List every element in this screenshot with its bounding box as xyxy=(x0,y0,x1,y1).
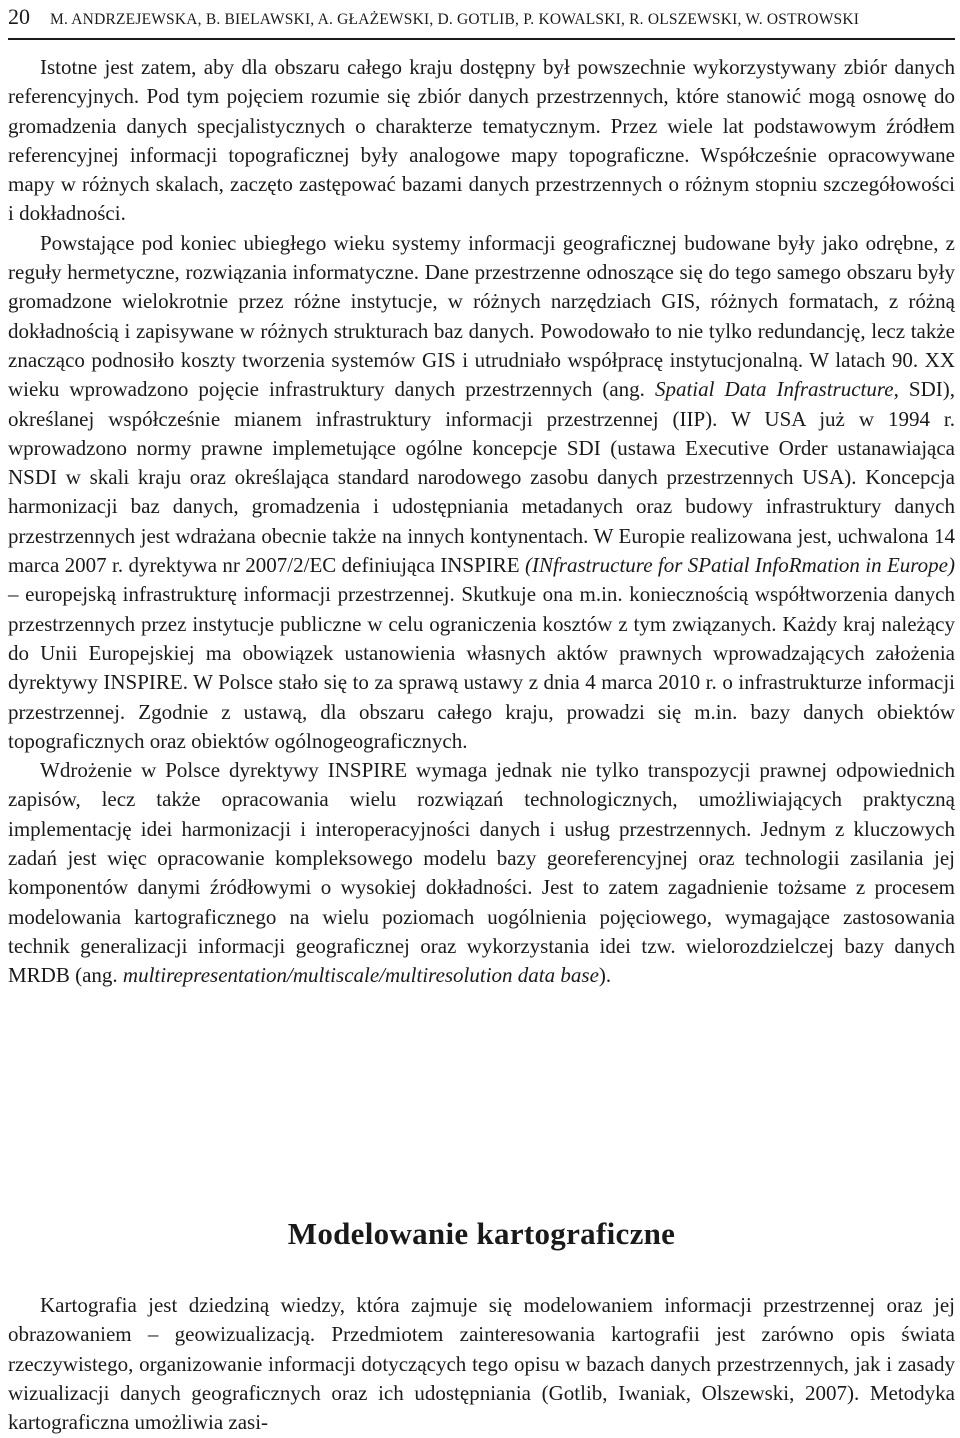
header-rule xyxy=(8,38,955,40)
text-run: Istotne jest zatem, aby dla obszaru całego kraju dostępny był powszechnie wykorzystywany zbiór danych referencyjnych. Pod tym pojęciem rozumie się zbiór danych przestrzennych, które stanowić mogą osnowę do gromadzenia danych specjalistycznych o charakterze tematycznym. Przez wiele lat podstawowym źródłem referencyjnej informacji topograficznej były analogowe mapy topograficzne. Współcześnie opracowywane mapy w różnych skalach, zaczęto zastępować bazami danych przestrzennych o różnym stopniu szczegółowości i dokładności. xyxy=(8,55,955,226)
paragraph xyxy=(8,53,955,229)
body-text-intro xyxy=(8,53,955,991)
paragraph xyxy=(8,229,955,756)
body-text-section xyxy=(8,1291,955,1437)
text-run: ). xyxy=(598,963,612,988)
italic-term: Spatial Data Infrastructure xyxy=(654,377,894,402)
italic-term: multirepresentation/multiscale/multiresolution data base xyxy=(122,963,599,988)
text-run: , SDI), określanej współcześnie mianem infrastruktury informacji przestrzennej (IIP). W USA już w 1994 r. wprowadzono normy prawne implemetujące ogólne koncepcje SDI (ustawa Executive Order ustanawiająca NSDI w skali kraju oraz określająca standard narodowego zasobu danych przestrzennych USA). Koncepcja harmonizacji baz danych, gromadzenia i udostępniania metadanych oraz budowy infrastruktury danych przestrzennych jest wdrażana obecnie także na innych kontynentach. W Europie realizowana jest, uchwalona 14 marca 2007 r. dyrektywa nr 2007/2/EC definiująca INSPIRE xyxy=(8,377,955,578)
text-run: – europejską infrastrukturę informacji przestrzennej. Skutkuje ona m.in. koniecznością współtworzenia danych przestrzennych przez instytucje publiczne w celu ograniczenia kosztów z tym związanych. Każdy kraj należący do Unii Europejskiej ma obowiązek ustanowienia własnych aktów prawnych wprowadzających założenia dyrektywy INSPIRE. W Polsce stało się to za sprawą ustawy z dnia 4 marca 2010 r. o infrastrukturze informacji przestrzennej. Zgodnie z ustawą, dla obszaru całego kraju, prowadzi się m.in. bazy danych obiektów topograficznych oraz obiektów ogólnogeograficznych. xyxy=(8,582,955,753)
running-head-authors: M. ANDRZEJEWSKA, B. BIELAWSKI, A. GŁAŻEWSKI, D. GOTLIB, P. KOWALSKI, R. OLSZEWSKI, W. OSTROWSKI xyxy=(50,11,860,28)
text-run: Powstające pod koniec ubiegłego wieku systemy informacji geograficznej budowane były jako odrębne, z reguły hermetyczne, rozwiązania informatyczne. Dane przestrzenne odnoszące się do tego samego obszaru były gromadzone wielokrotnie przez różne instytucje, w różnych narzędziach GIS, różnych formatach, z różną dokładnością i zapisywane w różnych strukturach baz danych. Powodowało to nie tylko redundancję, lecz także znacząco podnosiło koszty tworzenia systemów GIS i utrudniało współpracę instytucjonalną. W latach 90. XX wieku wprowadzono pojęcie infrastruktury danych przestrzennych (ang. xyxy=(8,230,955,402)
paragraph xyxy=(8,756,955,990)
text-run: Wdrożenie w Polsce dyrektywy INSPIRE wymaga jednak nie tylko transpozycji prawnej odpowiednich zapisów, lecz także opracowania wielu rozwiązań technologicznych, umożliwiających praktyczną implementację idei harmonizacji i interoperacyjności danych i usług przestrzennych. Jednym z kluczowych zadań jest więc opracowanie kompleksowego modelu bazy georeferencyjnej oraz technologii zasilania jej komponentów danymi źródłowymi o wysokiej dokładności. Jest to zatem zagadnienie tożsame z procesem modelowania kartograficznego na wielu poziomach uogólnienia pojęciowego, wymagające zastosowania technik generalizacji informacji geograficznej oraz wykorzystania idei tzw. wielorozdzielczej bazy danych MRDB (ang. xyxy=(8,758,955,988)
section-heading: Modelowanie kartograficzne xyxy=(287,1216,676,1251)
page-number: 20 xyxy=(8,4,30,29)
italic-term: (INfrastructure for SPatial InfoRmation in Europe) xyxy=(524,553,955,578)
paragraph xyxy=(8,1291,955,1437)
text-run: Kartografia jest dziedziną wiedzy, która zajmuje się modelowaniem informacji przestrzennej oraz jej obrazowaniem – geowizualizacją. Przedmiotem zainteresowania kartografii jest zarówno opis świata rzeczywistego, organizowanie informacji dotyczących tego opisu w bazach danych przestrzennych, jak i zasady wizualizacji danych geograficznych oraz ich udostępniania (Gotlib, Iwaniak, Olszewski, 2007). Metodyka kartograficzna umożliwia zasi- xyxy=(8,1293,955,1435)
running-header xyxy=(8,4,955,34)
